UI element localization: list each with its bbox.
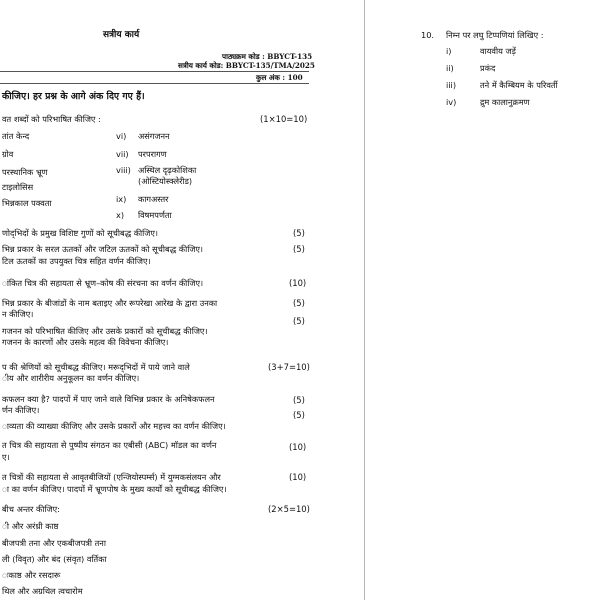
question-marks: (5) — [293, 298, 305, 308]
question-line: त चित्रों की सहायता से आवृतबीजियों (एन्जियोस्पर्म्स) में युग्मकसंलयन और — [2, 472, 221, 482]
question-line: भिन्न प्रकार के सरल ऊतकों और जटिल ऊतकों को सूचीबद्ध कीजिए। — [2, 244, 204, 254]
question-marks: (10) — [289, 472, 307, 482]
definition-term: विषमपर्णता — [138, 210, 172, 220]
note-number: i) — [446, 46, 452, 56]
note-number: iii) — [446, 80, 457, 90]
course-code: पाठ्यक्रम कोड : BBYCT-135 — [222, 52, 313, 61]
question-1-text: वत शब्दों को परिभाषित कीजिए : — [2, 114, 101, 124]
definition-term: भिन्नकाल पक्वता — [2, 198, 52, 208]
question-line: ा का वर्णन कीजिए। पादपों में भ्रूणपोष के मुख्य कार्यों को सूचीबद्ध कीजिए। — [2, 484, 227, 494]
definition-term: परपरागण — [138, 149, 167, 159]
page-divider — [364, 0, 365, 600]
total-marks: कुल अंक : 100 — [256, 73, 303, 82]
question-marks: (5) — [293, 395, 305, 405]
difference-item: ली (विवृत) और बंद (संवृत) वर्तिका — [2, 554, 107, 564]
note-item: वायवीय जड़ें — [480, 46, 516, 56]
definition-number: ix) — [116, 194, 127, 204]
question-line: टिल ऊतकों का उपयुक्त चित्र सहित वर्णन कीजिए। — [2, 256, 151, 266]
question-marks: (5) — [293, 410, 305, 420]
question-line: त चित्र की सहायता से पुष्पीय संगठन का एबीसी (ABC) मॉडल का वर्णन — [2, 440, 217, 450]
definition-number: x) — [116, 210, 125, 220]
question-line: ए। — [2, 452, 10, 462]
difference-item: ी और अरंध्री काष्ठ — [2, 521, 59, 531]
note-item: प्रकंद — [480, 63, 496, 73]
question-1-marks: (1×10=10) — [260, 114, 308, 124]
definition-term: तांत केन्द — [2, 131, 30, 141]
definition-term: परस्थानिक भ्रूण — [2, 167, 48, 177]
question-line: गजनन के कारणों और उसके महत्व की विवेचना कीजिए। — [2, 337, 169, 347]
question-line: न कीजिए। — [2, 309, 34, 319]
question-marks: (10) — [289, 278, 307, 288]
definition-term: कागअस्तर — [138, 194, 169, 204]
instruction-text: कीजिए। हर प्रश्न के आगे अंक दिए गए हैं। — [2, 91, 145, 102]
question-line: गजनन को परिभाषित कीजिए और उसके प्रकारों को सूचीबद्ध कीजिए। — [2, 326, 208, 336]
question-10-text: निम्न पर लघु टिप्पणियां लिखिए : — [446, 30, 544, 40]
note-number: ii) — [446, 63, 454, 73]
question-line: भिन्न प्रकार के बीजांडों के नाम बताइए और रूपरेखा आरेख के द्वारा उनका — [2, 298, 218, 308]
question-marks: (3+7=10) — [268, 362, 310, 372]
definition-number: vii) — [116, 149, 129, 159]
question-marks: (5) — [293, 316, 305, 326]
question-line: ांकित चित्र की सहायता से भ्रूण–कोष की संरचना का वर्णन कीजिए। — [2, 278, 204, 288]
note-item: द्रुम कालानुक्रमण — [480, 97, 530, 107]
assignment-code: सत्रीय कार्य कोड: BBYCT-135/TMA/2025 — [178, 61, 315, 70]
note-number: iv) — [446, 97, 457, 107]
question-marks: (10) — [289, 442, 307, 452]
difference-item: बीजपत्री तना और एकबीजपत्री तना — [2, 538, 106, 548]
question-line: बीच अन्तर कीजिए: — [2, 504, 60, 514]
definition-term: अस्थिल दृढ़कोशिका — [138, 165, 197, 175]
note-item: तने में कैम्बियम के परिवर्ती — [480, 80, 558, 90]
question-marks: (2×5=10) — [268, 504, 310, 514]
definition-term: (ओस्टियोस्क्लेरीड) — [138, 176, 193, 186]
definition-number: viii) — [116, 165, 131, 175]
definition-number: vi) — [116, 131, 127, 141]
definition-term: टाइलोसिस — [2, 182, 34, 192]
definition-term: असंगजनन — [138, 131, 170, 141]
definition-term: ग्रोव — [2, 149, 14, 159]
question-line: ीय और शारीरीय अनुकूलन का वर्णन कीजिए। — [2, 373, 140, 383]
question-line: कफलन क्या है? पादपों में पाए जाने वाले विभिन्न प्रकार के अनिषेकफलन — [2, 394, 215, 404]
header-rule — [0, 83, 309, 84]
header-rule — [0, 71, 309, 72]
page-title: सत्रीय कार्य — [103, 30, 140, 40]
difference-item: थिल और अग्रथिल त्वचारोम — [2, 586, 83, 596]
question-line: र्णन कीजिए। — [2, 405, 40, 415]
question-marks: (5) — [293, 244, 305, 254]
question-line: णोद्‌भिदों के प्रमुख विशिष्ट गुणों को सूचीबद्ध कीजिए। — [2, 228, 158, 238]
question-line: प की श्रेणियों को सूचीबद्ध कीजिए। मरूद्‌भिदों में पाये जाने वाले — [2, 362, 190, 372]
difference-item: ःकाष्ठ और रसदारू — [2, 570, 61, 580]
question-10-number: 10. — [421, 30, 435, 40]
question-line: ाव्यता की व्याख्या कीजिए और उसके प्रकारों और महत्त्व का वर्णन कीजिए। — [2, 421, 226, 431]
question-marks: (5) — [293, 228, 305, 238]
